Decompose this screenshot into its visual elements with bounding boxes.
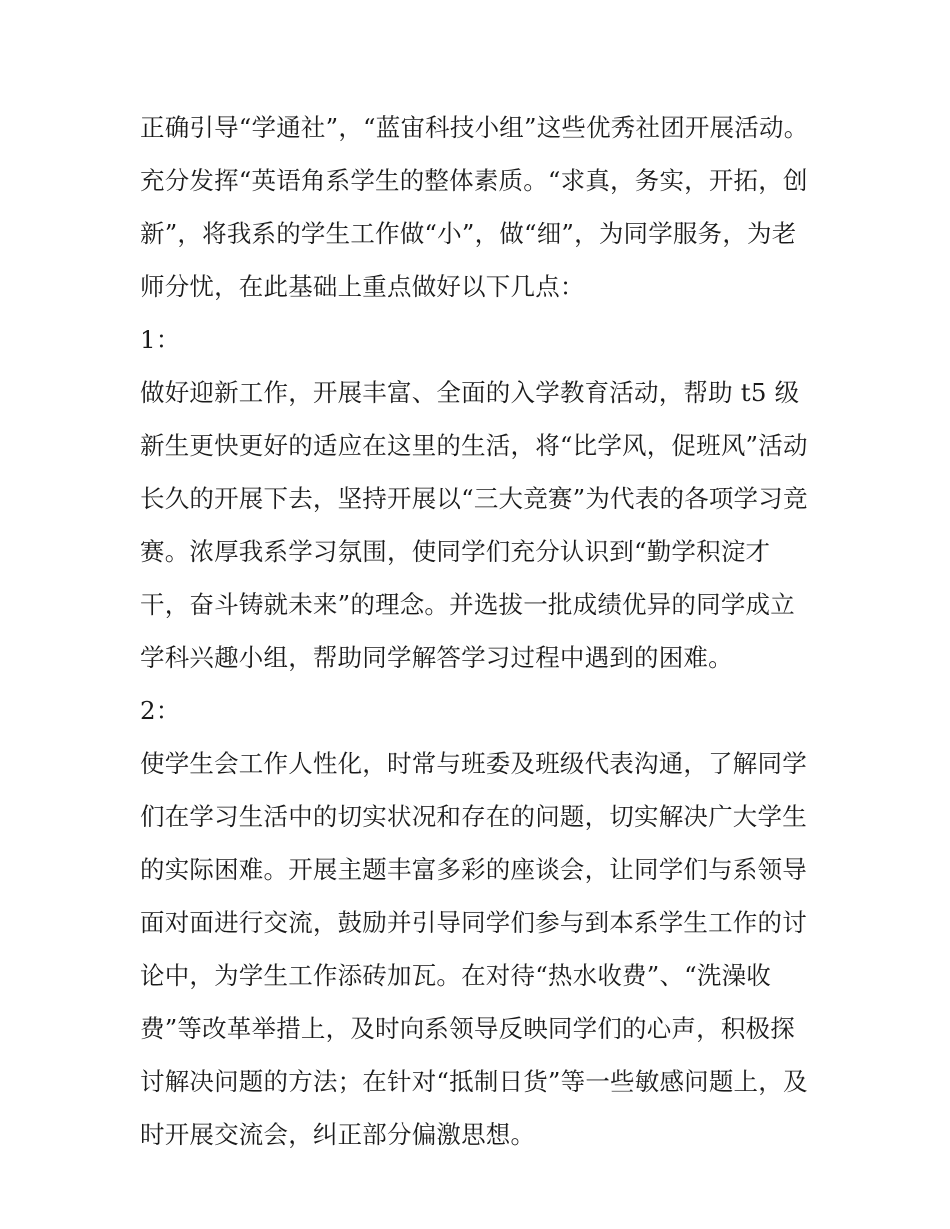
text-line-17: 论中，为学生工作添砖加瓦。在对待“热水收费”、“洗澡收 bbox=[140, 961, 771, 990]
text-line-1: 正确引导“学通社”，“蓝宙科技小组”这些优秀社团开展活动。 bbox=[140, 113, 809, 142]
text-line-2: 充分发挥“英语角系学生的整体素质。“求真，务实，开拓，创 bbox=[140, 166, 808, 195]
text-line-20: 时开展交流会，纠正部分偏激思想。 bbox=[140, 1120, 536, 1149]
section-number-2: 2： bbox=[140, 696, 181, 725]
text-line-13: 使学生会工作人性化，时常与班委及班级代表沟通，了解同学 bbox=[140, 749, 807, 778]
text-line-8: 长久的开展下去，坚持开展以“三大竞赛”为代表的各项学习竞 bbox=[140, 484, 808, 513]
text-line-14: 们在学习生活中的切实状况和存在的问题，切实解决广大学生 bbox=[140, 802, 807, 831]
text-line-4: 师分忧，在此基础上重点做好以下几点： bbox=[140, 272, 585, 301]
text-line-15: 的实际困难。开展主题丰富多彩的座谈会，让同学们与系领导 bbox=[140, 855, 807, 884]
section-number-1: 1： bbox=[140, 325, 181, 354]
text-line-16: 面对面进行交流，鼓励并引导同学们参与到本系学生工作的讨 bbox=[140, 908, 807, 937]
text-line-10: 干，奋斗铸就未来”的理念。并选拔一批成绩优异的同学成立 bbox=[140, 590, 795, 619]
text-line-11: 学科兴趣小组，帮助同学解答学习过程中遇到的困难。 bbox=[140, 643, 733, 672]
text-line-9: 赛。浓厚我系学习氛围，使同学们充分认识到“勤学积淀才 bbox=[140, 537, 771, 566]
text-line-7: 新生更快更好的适应在这里的生活，将“比学风，促班风”活动 bbox=[140, 431, 808, 460]
text-line-6: 做好迎新工作，开展丰富、全面的入学教育活动，帮助 t5 级 bbox=[140, 378, 800, 407]
text-line-18: 费”等改革举措上，及时向系领导反映同学们的心声，积极探 bbox=[140, 1014, 795, 1043]
text-line-3: 新”，将我系的学生工作做“小”，做“细”，为同学服务，为老 bbox=[140, 219, 797, 248]
text-line-19: 讨解决问题的方法；在针对“抵制日货”等一些敏感问题上，及 bbox=[140, 1067, 808, 1096]
